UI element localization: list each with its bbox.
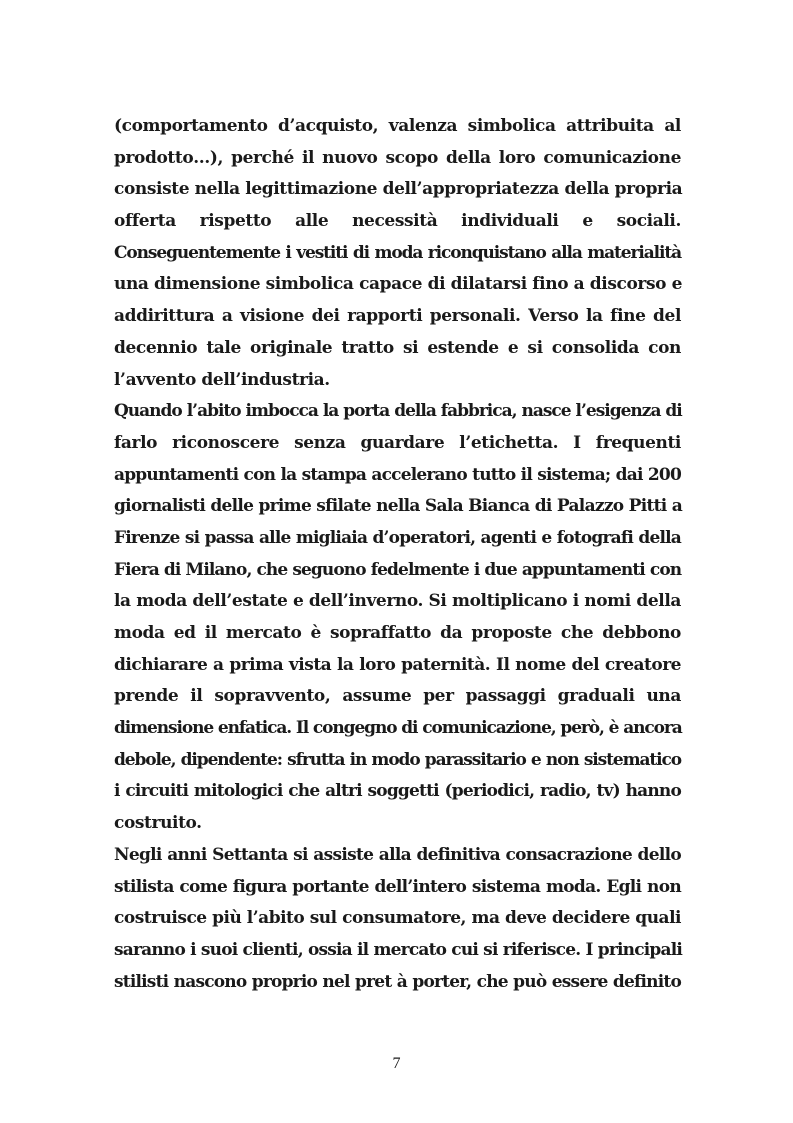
text-line: l’avvento dell’industria. (114, 369, 330, 390)
text-line: Quando l’abito imbocca la porta della fabbrica, nasce l’esigenza di (114, 401, 682, 422)
text-line: farlo riconoscere senza guardare l’etichetta. I frequenti (114, 432, 681, 453)
text-line: prodotto…), perché il nuovo scopo della loro comunicazione (114, 147, 681, 168)
text-line: Negli anni Settanta si assiste alla definitiva consacrazione dello (114, 844, 681, 865)
text-line: Conseguentemente i vestiti di moda riconquistano alla materialità (114, 242, 681, 263)
text-line: moda ed il mercato è sopraffatto da proposte che debbono (114, 623, 681, 643)
text-line: (comportamento d’acquisto, valenza simbolica attribuita al (114, 116, 681, 136)
text-line: costruisce più l’abito sul consumatore, ma deve decidere quali (114, 908, 681, 929)
text-line: appuntamenti con la stampa accelerano tutto il sistema; dai 200 (114, 464, 681, 485)
text-line: stilista come figura portante dell’intero sistema moda. Egli non (114, 876, 681, 897)
text-line: stilisti nascono proprio nel pret à porter, che può essere definito (114, 971, 681, 992)
text-line: debole, dipendente: sfrutta in modo parassitario e non sistematico (114, 749, 681, 770)
page-number: 7 (392, 1055, 401, 1072)
text-line: prende il sopravvento, assume per passaggi graduali una (114, 686, 681, 707)
text-line: addirittura a visione dei rapporti personali. Verso la fine del (114, 306, 681, 327)
text-line: dichiarare a prima vista la loro paternità. Il nome del creatore (114, 654, 681, 675)
text-line: dimensione enfatica. Il congegno di comunicazione, però, è ancora (114, 718, 682, 739)
text-line: giornalisti delle prime sfilate nella Sala Bianca di Palazzo Pitti a (114, 496, 683, 517)
body-text (114, 111, 681, 998)
text-line: costruito. (114, 813, 202, 834)
text-line: offerta rispetto alle necessità individuali e sociali. (114, 211, 681, 232)
text-line: una dimensione simbolica capace di dilatarsi fino a discorso e (114, 274, 683, 295)
text-line: la moda dell’estate e dell’inverno. Si moltiplicano i nomi della (114, 591, 681, 612)
text-line: Fiera di Milano, che seguono fedelmente i due appuntamenti con (114, 559, 682, 580)
text-line: saranno i suoi clienti, ossia il mercato cui si riferisce. I principali (114, 939, 683, 960)
text-line: consiste nella legittimazione dell’appropriatezza della propria (114, 179, 683, 200)
text-line: i circuiti mitologici che altri soggetti (periodici, radio, tv) hanno (114, 781, 681, 802)
text-line: Firenze si passa alle migliaia d’operatori, agenti e fotografi della (114, 527, 681, 548)
text-line: decennio tale originale tratto si estende e si consolida con (114, 337, 681, 358)
